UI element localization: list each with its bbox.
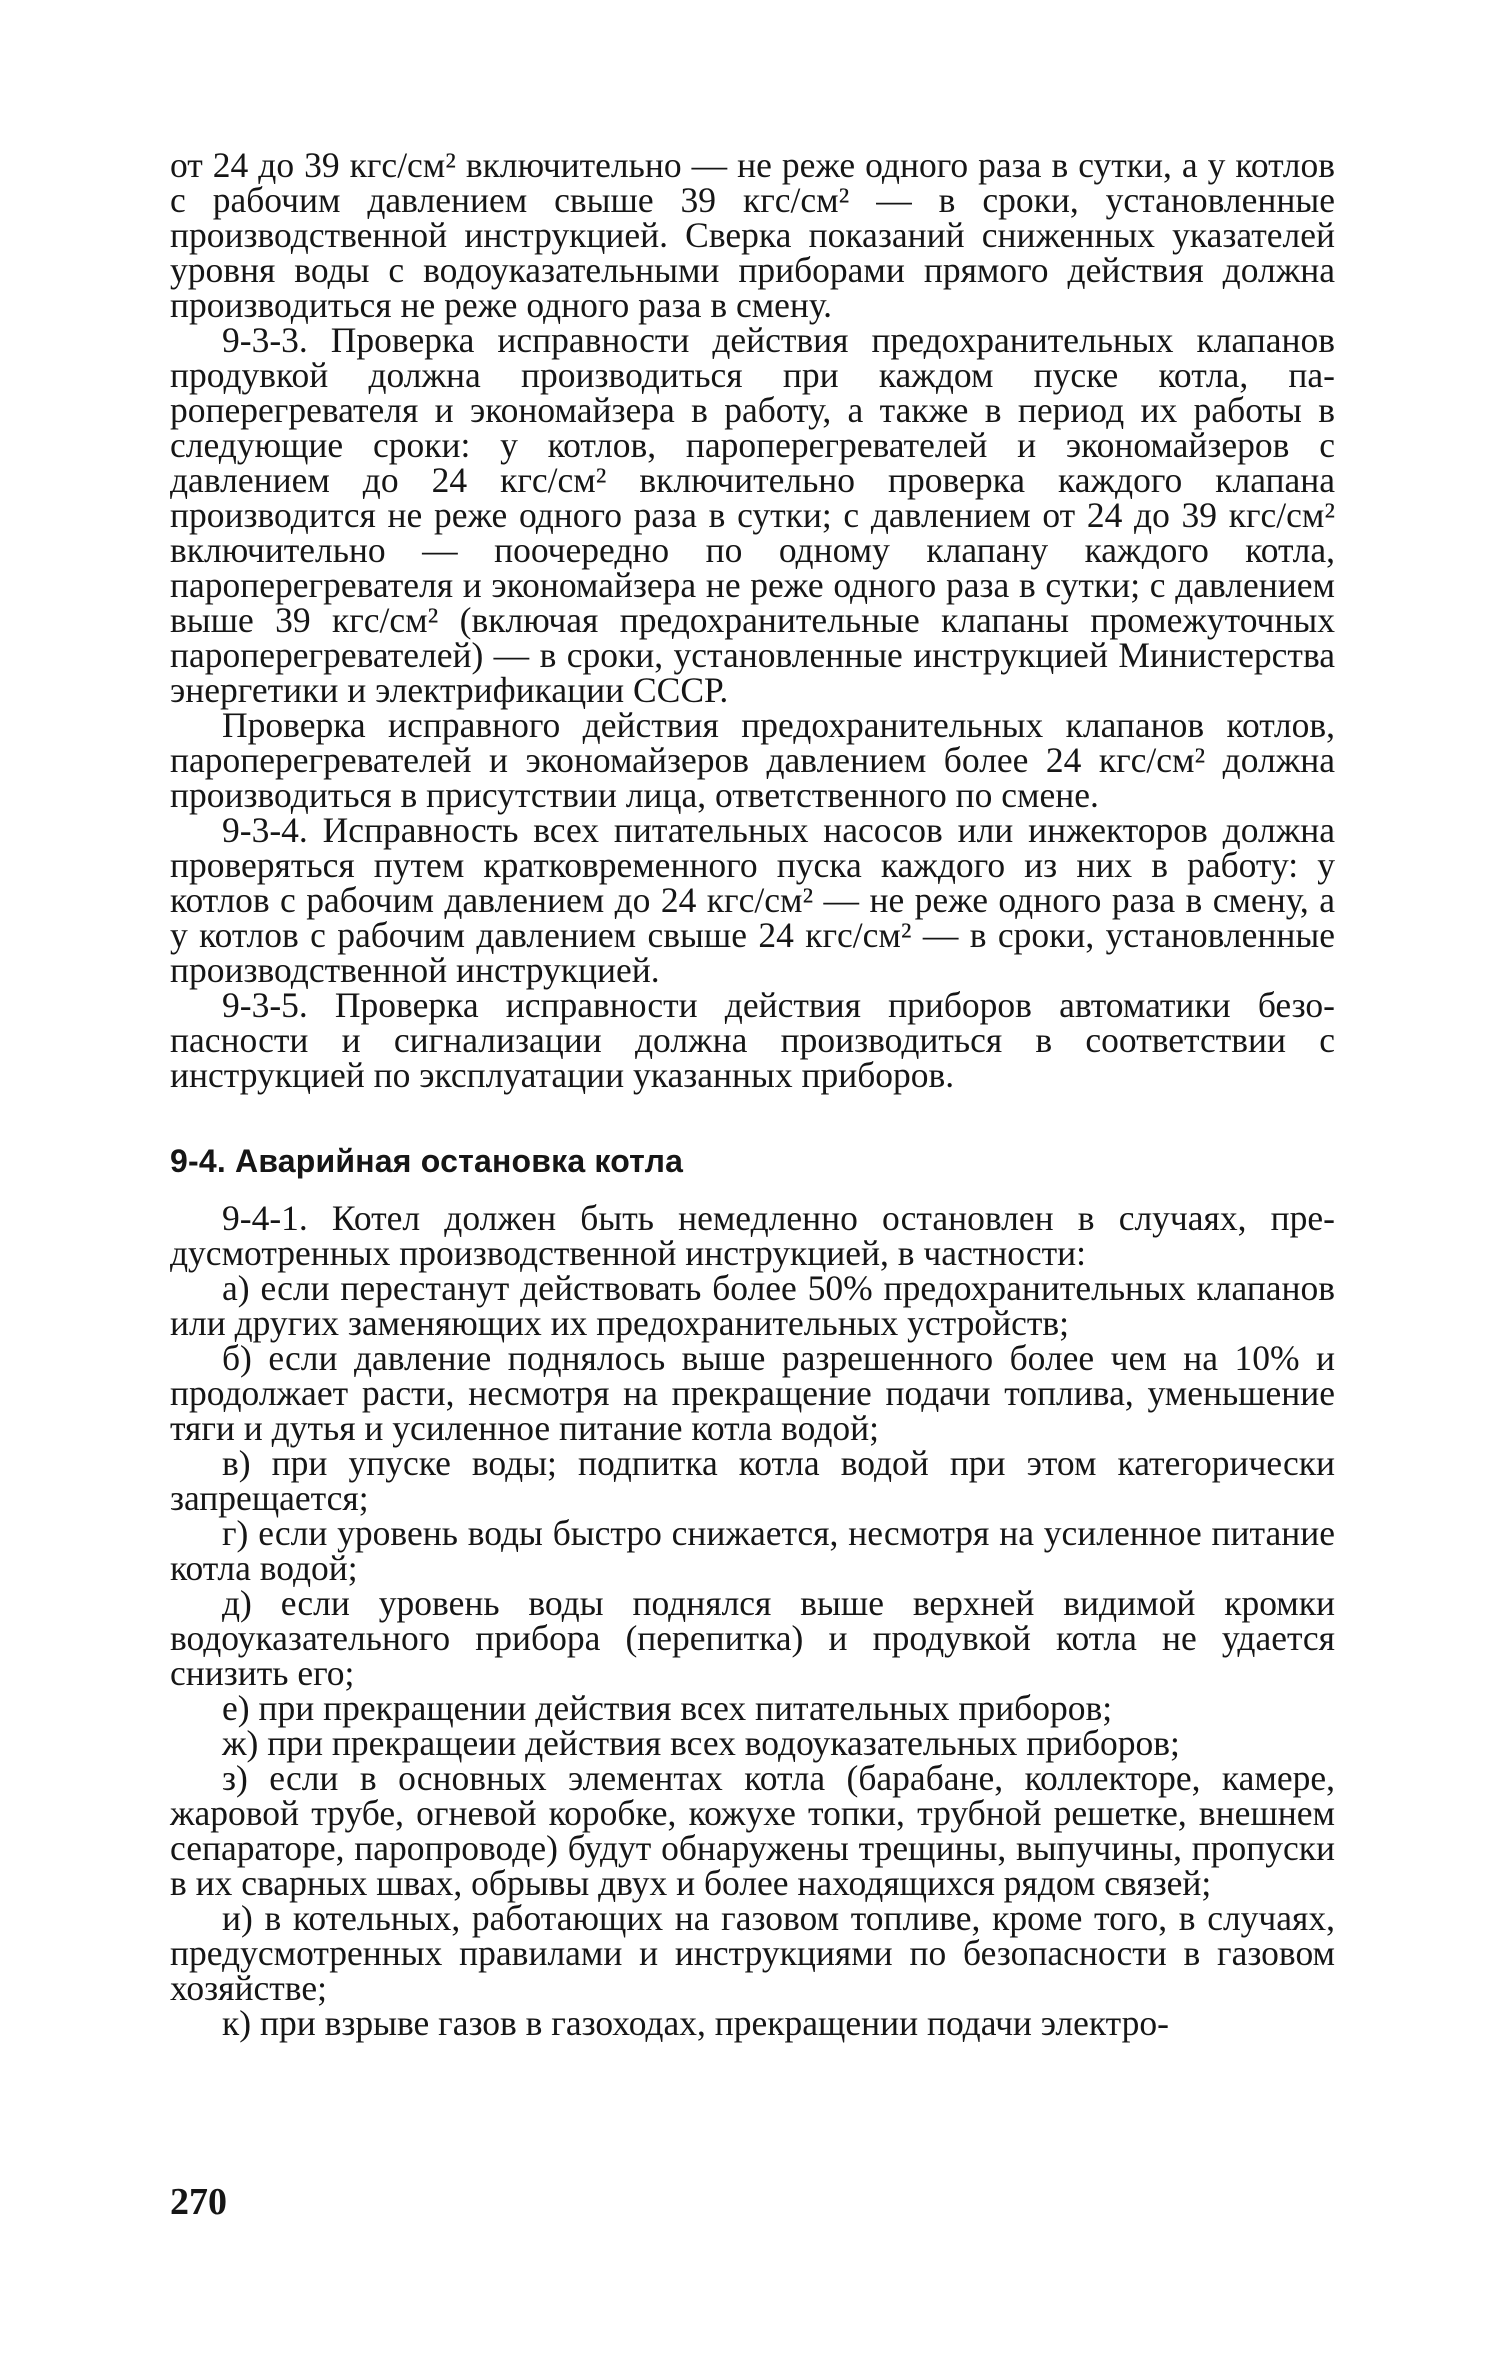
paragraph-9-4-1: 9-4-1. Котел должен быть немедленно остановлен в случаях, предусмотренных производственной инструкцией, в частности: (170, 1198, 1335, 1273)
paragraph-9-3-4: 9-3-4. Исправность всех питательных насосов или инжекторов должна проверяться путем кратковременного пуска каждого из них в работу: у котлов с рабочим давлением до 24 кгс/см² — не реже одного раза в смену, а у котлов с рабочим давлением свыше 24 кгс/см² — в сроки, установленные производственной инструкцией. (170, 810, 1335, 990)
paragraph-continuation: от 24 до 39 кгс/см² включительно — не реже одного раза в сутки, а у котлов с рабочим давлением свыше 39 кгс/см² — в сроки, установленные производственной инструкцией. Сверка показаний сниженных указателей уровня воды с водоуказательными приборами прямого действия должна производиться не реже одного раза в смену. (170, 145, 1335, 325)
paragraph-9-3-3: 9-3-3. Проверка исправности действия предохранительных клапанов продувкой должна производиться при каждом пуске котла, пароперегревателя и экономайзера в работу, а также в период их работы в следующие сроки: у котлов, пароперегревателей и экономайзеров с давлением до 24 кгс/см² включительно проверка каждого клапана производится не реже одного раза в сутки; с давлением от 24 до 39 кгс/см² включительно — поочередно по одному клапану каждого котла, пароперегревателя и экономайзера не реже одного раза в сутки; с давлением выше 39 кгс/см² (включая предохранительные клапаны промежуточных пароперегревателей) — в сроки, установленные инструкцией Министерства энергетики и электрификации СССР. (170, 320, 1335, 710)
list-item-d: д) если уровень воды поднялся выше верхней видимой кромки водоуказательного прибора (перепитка) и продувкой котла не удается снизить его; (170, 1583, 1335, 1693)
list-item-k: к) при взрыве газов в газоходах, прекращении подачи электро- (222, 2003, 1169, 2043)
section-spacer (170, 1093, 1335, 1141)
list-item-z: з) если в основных элементах котла (барабане, коллекторе, камере, жаровой трубе, огневой коробке, кожухе топки, трубной решетке, внешнем сепараторе, паропроводе) будут обнаружены трещины, выпучины, пропуски в их сварных швах, обрывы двух и более находящихся рядом связей; (170, 1758, 1335, 1903)
list-item-e: е) при прекращении действия всех питательных приборов; (222, 1688, 1113, 1728)
list-item-zh: ж) при прекращеии действия всех водоуказательных приборов; (222, 1723, 1180, 1763)
paragraph-safety-valve-check: Проверка исправного действия предохранительных клапанов котлов, пароперегревателей и экономайзеров давлением более 24 кгс/см² должна производиться в присутствии лица, ответственного по смене. (170, 705, 1335, 815)
page-body (170, 145, 1335, 2043)
section-heading: 9-4. Аварийная остановка котла (170, 1143, 684, 1179)
list-item-b: б) если давление поднялось выше разрешенного более чем на 10% и продолжает расти, несмотря на прекращение подачи топлива, уменьшение тяги и дутья и усиленное питание котла водой; (170, 1338, 1335, 1448)
page-number: 270 (170, 2181, 227, 2223)
list-item-i: и) в котельных, работающих на газовом топливе, кроме того, в случаях, предусмотренных правилами и инструкциями по безопасности в газовом хозяйстве; (170, 1898, 1335, 2008)
list-item-v: в) при упуске воды; подпитка котла водой при этом категорически запрещается; (170, 1443, 1335, 1518)
list-item-a: а) если перестанут действовать более 50% предохранительных клапанов или других заменяющих их предохранительных устройств; (170, 1268, 1335, 1343)
paragraph-9-3-5: 9-3-5. Проверка исправности действия приборов автоматики безопасности и сигнализации должна производиться в соответствии с инструкцией по эксплуатации указанных приборов. (170, 985, 1335, 1095)
list-item-g: г) если уровень воды быстро снижается, несмотря на усиленное питание котла водой; (170, 1513, 1335, 1588)
